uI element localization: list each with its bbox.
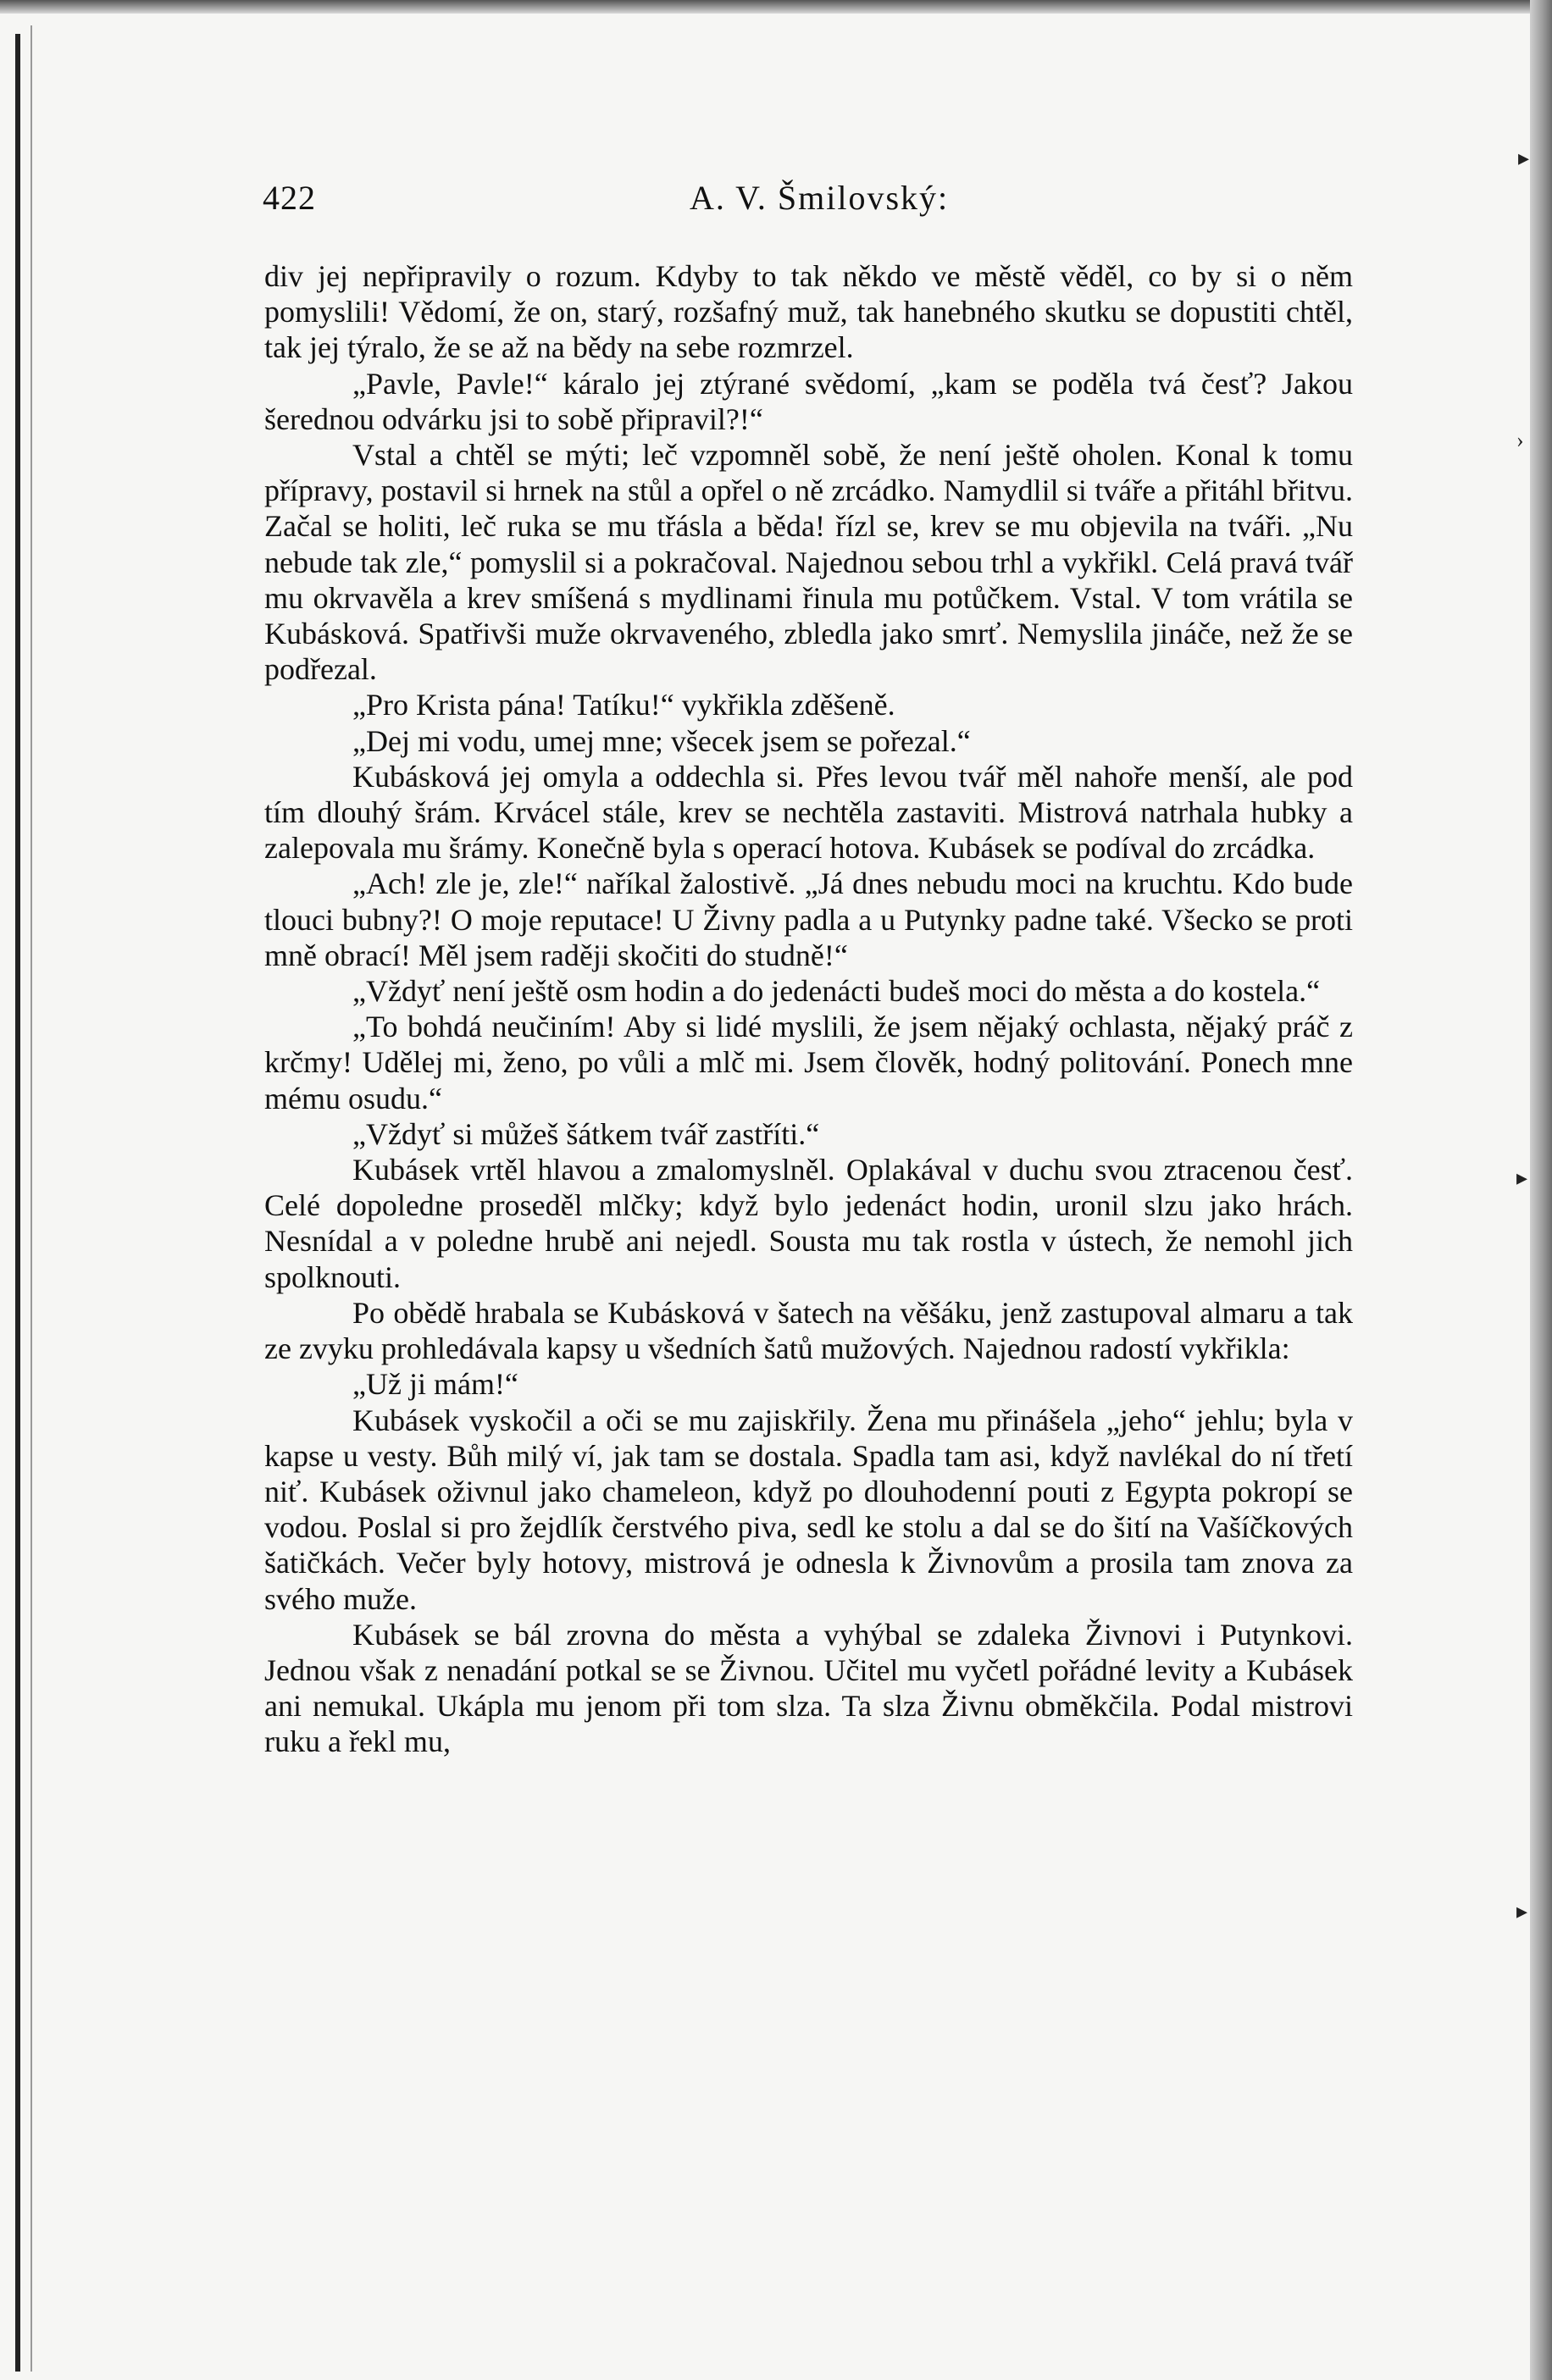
margin-mark: › <box>1516 428 1524 452</box>
scan-left-edge <box>15 34 20 2372</box>
scan-top-edge <box>0 0 1552 14</box>
page-body <box>264 258 1353 1760</box>
paragraph: „Pro Krista pána! Tatíku!“ vykřikla zděšeně. <box>352 688 895 722</box>
paragraph: „Ach! zle je, zle!“ naříkal žalostivě. „Já dnes nebudu moci na kruchtu. Kdo bude tlouci bubny?! O moje reputace! U Živny padla a u Putynky padne také. Všecko se proti mně obrací! Měl jsem raději skočiti do studně!“ <box>264 866 1353 972</box>
margin-mark: ▸ <box>1518 146 1530 170</box>
paragraph: Kubásek se bál zrovna do města a vyhýbal se zdaleka Živnovi i Putynkovi. Jednou však z nenadání potkal se se Živnou. Učitel mu vyčetl pořádné levity a Kubásek ani nemukal. Ukápla mu jenom při tom slza. Ta slza Živnu obměkčila. Podal mistrovi ruku a řekl mu, <box>264 1617 1353 1759</box>
paragraph: div jej nepřipravily o rozum. Kdyby to tak někdo ve městě věděl, co by si o něm pomyslili! Vědomí, že on, starý, rozšafný muž, tak hanebného skutku se dopustiti chtěl, tak jej týralo, že se až na bědy na sebe rozmrzel. <box>264 259 1353 365</box>
margin-mark: ▸ <box>1516 1165 1528 1190</box>
paragraph: „Už ji mám!“ <box>352 1367 518 1402</box>
paragraph: „Vždyť není ještě osm hodin a do jedenácti budeš moci do města a do kostela.“ <box>352 974 1321 1009</box>
paragraph: Vstal a chtěl se mýti; leč vzpomněl sobě, že není ještě oholen. Konal k tomu přípravy, postavil si hrnek na stůl a opřel o ně zrcádko. Namydlil si tváře a přitáhl břitvu. Začal se holiti, leč ruka se mu třásla a běda! řízl se, krev se mu objevila na tváři. „Nu nebude tak zle,“ pomyslil si a pokračoval. Najednou sebou trhl a vykřikl. Celá pravá tvář mu okrvavěla a krev smíšená s mydlinami řinula mu potůčkem. Vstal. V tom vrátila se Kubásková. Spatřivši muže okrvaveného, zbledla jako smrť. Nemyslila jináče, než že se podřezal. <box>264 438 1353 687</box>
page-number: 422 <box>263 179 316 217</box>
margin-mark: ▸ <box>1516 1899 1528 1923</box>
page-header <box>263 178 1347 220</box>
scan-right-edge <box>1530 0 1552 2380</box>
scan-left-edge-line <box>30 25 32 2372</box>
paragraph: „Dej mi vodu, umej mne; všecek jsem se pořezal.“ <box>352 723 971 758</box>
paragraph: Kubásek vyskočil a oči se mu zajiskřily. Žena mu přinášela „jeho“ jehlu; byla v kapse u vesty. Bůh milý ví, jak tam se dostala. Spadla tam asi, když navlékal do ní třetí niť. Kubásek oživnul jako chameleon, když po dlouhodenní pouti z Egypta pokropí se vodou. Poslal si pro žejdlík čerstvého piva, sedl ke stolu a dal se do šití na Vašíčkových šatičkách. Večer byly hotovy, mistrová je odnesla k Živnovům a prosila tam znova za svého muže. <box>264 1403 1353 1616</box>
paragraph: „Vždyť si můžeš šátkem tvář zastříti.“ <box>352 1116 820 1151</box>
paragraph: Kubásková jej omyla a oddechla si. Přes levou tvář měl nahoře menší, ale pod tím dlouhý šrám. Krvácel stále, krev se nechtěla zastaviti. Mistrová natrhala hubky a zalepovala mu šrámy. Konečně byla s operací hotova. Kubásek se podíval do zrcádka. <box>264 759 1353 866</box>
paragraph: „Pavle, Pavle!“ káralo jej ztýrané svědomí, „kam se poděla tvá česť? Jakou šerednou odvárku jsi to sobě připravil?!“ <box>264 366 1353 436</box>
paragraph: Po obědě hrabala se Kubásková v šatech na věšáku, jenž zastupoval almaru a tak ze zvyku prohledávala kapsy u všedních šatů mužových. Najednou radostí vykřikla: <box>264 1295 1353 1366</box>
running-title: A. V. Šmilovský: <box>690 179 950 217</box>
paragraph: „To bohdá neučiním! Aby si lidé myslili, že jsem nějaký ochlasta, nějaký práč z krčmy! Udělej mi, ženo, po vůli a mlč mi. Jsem člověk, hodný politování. Ponech mne mému osudu.“ <box>264 1010 1353 1115</box>
paragraph: Kubásek vrtěl hlavou a zmalomyslněl. Oplakával v duchu svou ztracenou česť. Celé dopoledne proseděl mlčky; když bylo jedenáct hodin, uronil slzu jako hrách. Nesnídal a v poledne hrubě ani nejedl. Sousta mu tak rostla v ústech, že nemohl jich spolknouti. <box>264 1153 1353 1294</box>
